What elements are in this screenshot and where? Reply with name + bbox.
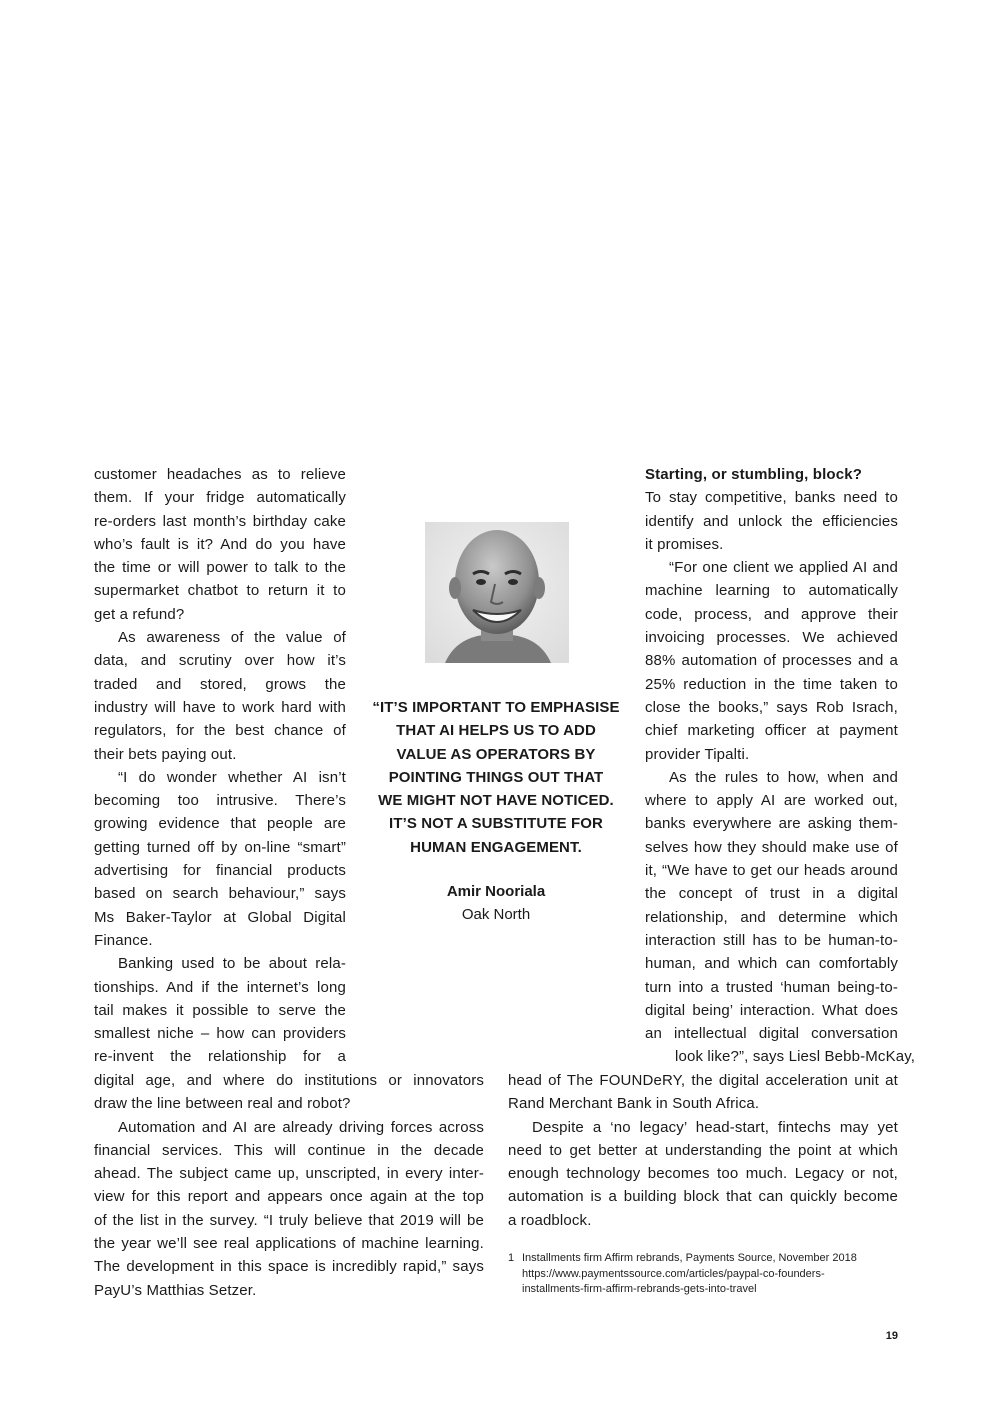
text-line: digital being’ interaction. What does [645, 1001, 898, 1019]
text-line: interaction still has to be human-to- [645, 931, 898, 949]
paragraph [94, 1069, 484, 1116]
bottom-right-column [508, 1069, 898, 1232]
footnote-url[interactable]: https://www.paymentssource.com/articles/paypal-co-founders- [522, 1267, 825, 1280]
text-line: view for this report and appears once again at the top [94, 1188, 484, 1206]
text-line: As the rules to how, when and [669, 768, 898, 786]
text-line: “I do wonder whether AI isn’t [118, 768, 346, 786]
text-line: who’s fault is it? And do you have [94, 535, 346, 553]
text-line: them. If your fridge automatically [94, 489, 346, 507]
paragraph [94, 766, 346, 952]
text-line: tionships. And if the internet’s long [94, 978, 346, 996]
footnote-number: 1 [508, 1252, 515, 1264]
right-column [645, 463, 916, 1069]
text-line: turn into a trusted ‘human being-to- [645, 978, 898, 996]
text-line: regulators, for the best chance of [94, 722, 346, 740]
text-line: PayU’s Matthias Setzer. [94, 1281, 257, 1299]
text-line: Despite a ‘no legacy’ head-start, fintechs may yet [532, 1118, 898, 1136]
text-line: traded and stored, grows the [94, 675, 346, 693]
text-line: automation is a building block that can quickly become [508, 1188, 898, 1206]
text-line: get a refund? [94, 605, 185, 623]
text-line: based on search behaviour,” says [94, 885, 346, 903]
text-line: 25% reduction in the time taken to [645, 675, 898, 693]
text-line: their bets paying out. [94, 745, 237, 763]
footnote-text: Installments firm Affirm rebrands, Payments Source, November 2018 [522, 1252, 857, 1264]
text-line: Ms Baker-Taylor at Global Digital [94, 908, 346, 926]
paragraph [94, 463, 346, 626]
pull-quote-line: POINTING THINGS OUT THAT [388, 768, 604, 786]
text-line: financial services. This will continue in the decade [94, 1141, 484, 1159]
text-line: “For one client we applied AI and [669, 559, 898, 577]
pull-quote-line: “IT’S IMPORTANT TO EMPHASISE [372, 699, 620, 716]
text-line: Banking used to be about rela- [118, 955, 346, 973]
text-line: enough technology becomes too much. Legacy or not, [508, 1165, 898, 1183]
text-line: re-invent the relationship for a [94, 1048, 346, 1066]
text-line: As awareness of the value of [118, 629, 346, 647]
text-line: need to get better at understanding the point at which [508, 1141, 898, 1159]
text-line: the year we’ll see real applications of machine learning. [94, 1235, 484, 1253]
quote-attribution-organisation: Oak North [461, 906, 531, 923]
text-line: it promises. [645, 535, 724, 553]
text-line: of the list in the survey. “I truly believe that 2019 will be [94, 1211, 484, 1229]
text-line: an intellectual digital conversation [645, 1025, 898, 1043]
text-line: a roadblock. [508, 1211, 592, 1229]
text-line: code, process, and approve their [645, 605, 898, 623]
text-line: head of The FOUNDeRY, the digital acceleration unit at [508, 1072, 898, 1089]
paragraph [94, 1116, 484, 1302]
pull-quote-line: THAT AI HELPS US TO ADD [396, 722, 596, 740]
text-line: selves how they should make use of [645, 838, 898, 856]
paragraph [645, 486, 898, 556]
text-line: ahead. The subject came up, unscripted, in every inter- [94, 1165, 484, 1183]
paragraph [645, 556, 898, 766]
pull-quote [366, 696, 626, 859]
text-line: where to apply AI are worked out, [645, 792, 898, 810]
text-line: industry will have to work hard with [94, 698, 346, 716]
quote-attribution-name: Amir Nooriala [446, 883, 546, 900]
text-line: draw the line between real and robot? [94, 1095, 351, 1113]
page-number: 19 [885, 1330, 898, 1342]
text-line: data, and scrutiny over how it’s [94, 652, 346, 670]
pull-quote-line: IT’S NOT A SUBSTITUTE FOR [389, 815, 603, 833]
section-heading-text: Starting, or stumbling, block? [645, 466, 863, 483]
paragraph [94, 626, 346, 766]
pull-quote-line: VALUE AS OPERATORS BY [396, 745, 596, 763]
text-line: provider Tipalti. [645, 745, 750, 763]
text-line: To stay competitive, banks need to [645, 489, 898, 507]
text-line: re-orders last month’s birthday cake [94, 512, 346, 530]
text-line: human, and which can comfortably [645, 955, 898, 973]
text-line: machine learning to automatically [645, 582, 898, 600]
text-line: Automation and AI are already driving forces across [118, 1118, 484, 1136]
text-line: tail makes it possible to serve the [94, 1001, 346, 1019]
pull-quote-line: WE MIGHT NOT HAVE NOTICED. [378, 792, 614, 810]
text-line: getting turned off by on-line “smart” [94, 838, 346, 856]
text-line: The development in this space is incredibly rapid,” says [94, 1258, 484, 1276]
section-heading [645, 463, 898, 486]
text-line: relationship, and determine which [645, 908, 898, 926]
paragraph [94, 952, 346, 1068]
text-line: the concept of trust in a digital [645, 885, 898, 903]
text-line: close the books,” says Rob Israch, [645, 698, 898, 716]
text-line: customer headaches as to relieve [94, 466, 346, 483]
text-line: becoming too intrusive. There’s [94, 792, 346, 810]
text-line: supermarket chatbot to return it to [94, 582, 346, 600]
footnote-url[interactable]: installments-firm-affirm-rebrands-gets-into-travel [522, 1283, 757, 1295]
text-line: Rand Merchant Bank in South Africa. [508, 1095, 760, 1113]
text-line: advertising for financial products [94, 862, 346, 880]
text-line: it, “We have to get our heads around [645, 862, 898, 880]
text-line: the time or will power to talk to the [94, 559, 346, 577]
left-column [94, 463, 346, 1069]
portrait-photo [425, 522, 569, 663]
paragraph [508, 1116, 898, 1232]
text-line: digital age, and where do institutions or innovators [94, 1072, 484, 1089]
text-line: identify and unlock the efficiencies [645, 512, 898, 530]
text-line: smallest niche – how can providers [94, 1025, 346, 1043]
text-line: look like?”, says Liesl Bebb-McKay, [675, 1048, 916, 1066]
paragraph [645, 766, 916, 1069]
footnote [508, 1251, 898, 1298]
text-line: Finance. [94, 931, 153, 949]
text-line: banks everywhere are asking them- [645, 815, 898, 833]
paragraph [508, 1069, 898, 1116]
pull-quote-line: HUMAN ENGAGEMENT. [410, 838, 582, 856]
text-line: growing evidence that people are [94, 815, 346, 833]
text-line: chief marketing officer at payment [645, 722, 898, 740]
text-line: 88% automation of processes and a [645, 652, 898, 670]
text-line: invoicing processes. We achieved [645, 629, 898, 647]
bottom-left-column [94, 1069, 484, 1302]
